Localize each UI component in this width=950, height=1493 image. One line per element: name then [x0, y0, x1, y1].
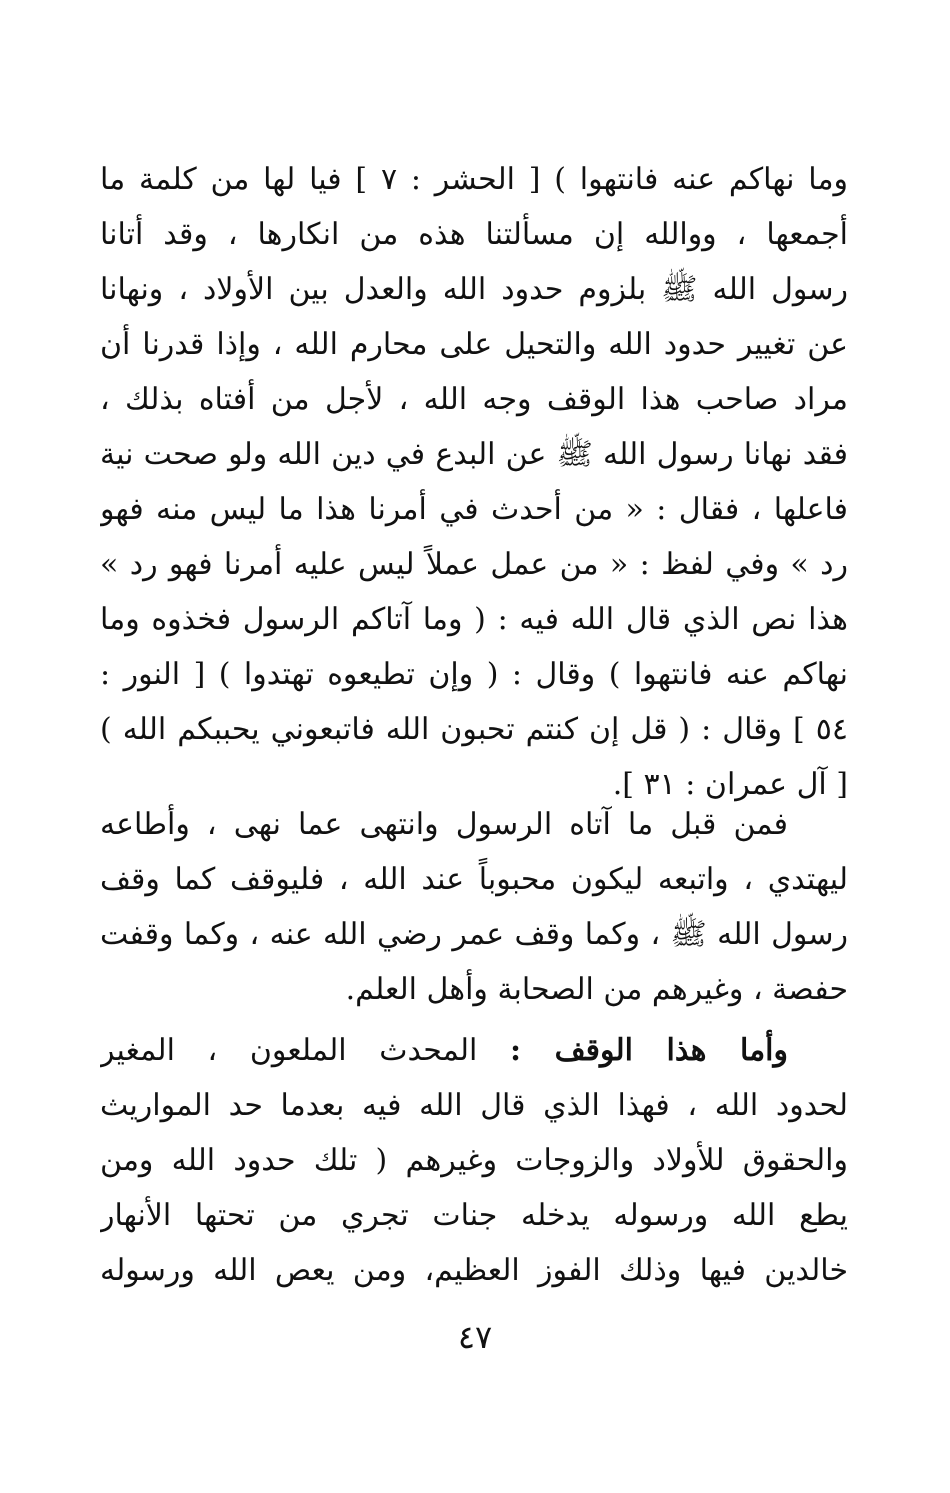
text-line: يطع الله ورسوله يدخله جنات تجري من تحتها الأنهار [100, 1198, 848, 1233]
text-line: فقد نهانا رسول الله ﷺ عن البدع في دين الله ولو صحت نية [100, 437, 848, 472]
text-line: هذا نص الذي قال الله فيه : ( وما آتاكم الرسول فخذوه وما [100, 602, 848, 637]
text-line: نهاكم عنه فانتهوا ) وقال : ( وإن تطيعوه تهتدوا ) [ النور : [100, 657, 848, 692]
bold-lead-phrase: وأما هذا الوقف : [510, 1033, 788, 1068]
text-line: فاعلها ، فقال : « من أحدث في أمرنا هذا ما ليس منه فهو [100, 492, 848, 527]
page-number: ٤٧ [457, 1318, 493, 1356]
text-line: رسول الله ﷺ بلزوم حدود الله والعدل بين الأولاد ، ونهانا [100, 272, 848, 307]
text-line [100, 1023, 848, 1078]
text-line: لحدود الله ، فهذا الذي قال الله فيه بعدما حد المواريث [100, 1088, 848, 1123]
first-line-rest: المحدث الملعون ، المغير [100, 1033, 511, 1068]
text-line: [ آل عمران : ٣١ ]. [612, 767, 848, 802]
text-line: مراد صاحب هذا الوقف وجه الله ، لأجل من أفتاه بذلك ، [100, 382, 848, 417]
text-line: ليهتدي ، واتبعه ليكون محبوباً عند الله ، فليوقف كما وقف [100, 862, 848, 897]
paragraph-1 [100, 152, 848, 812]
text-line: رد » وفي لفظ : « من عمل عملاً ليس عليه أمرنا فهو رد » [100, 547, 848, 582]
text-line: والحقوق للأولاد والزوجات وغيرهم ( تلك حدود الله ومن [100, 1143, 848, 1178]
text-line: وما نهاكم عنه فانتهوا ) [ الحشر : ٧ ] فيا لها من كلمة ما [100, 162, 848, 197]
paragraph-3 [100, 1023, 848, 1298]
paragraph-2 [100, 797, 848, 1017]
text-line: فمن قبل ما آتاه الرسول وانتهى عما نهى ، وأطاعه [100, 807, 788, 842]
text-line: حفصة ، وغيرهم من الصحابة وأهل العلم. [345, 972, 848, 1007]
text-line: عن تغيير حدود الله والتحيل على محارم الله ، وإذا قدرنا أن [100, 327, 848, 362]
text-line: أجمعها ، ووالله إن مسألتنا هذه من انكارها ، وقد أتانا [100, 217, 848, 252]
text-line: رسول الله ﷺ ، وكما وقف عمر رضي الله عنه ، وكما وقفت [100, 917, 848, 952]
text-line: خالدين فيها وذلك الفوز العظيم، ومن يعص الله ورسوله [100, 1253, 848, 1288]
text-line: ٥٤ ] وقال : ( قل إن كنتم تحبون الله فاتبعوني يحببكم الله ) [100, 712, 848, 747]
